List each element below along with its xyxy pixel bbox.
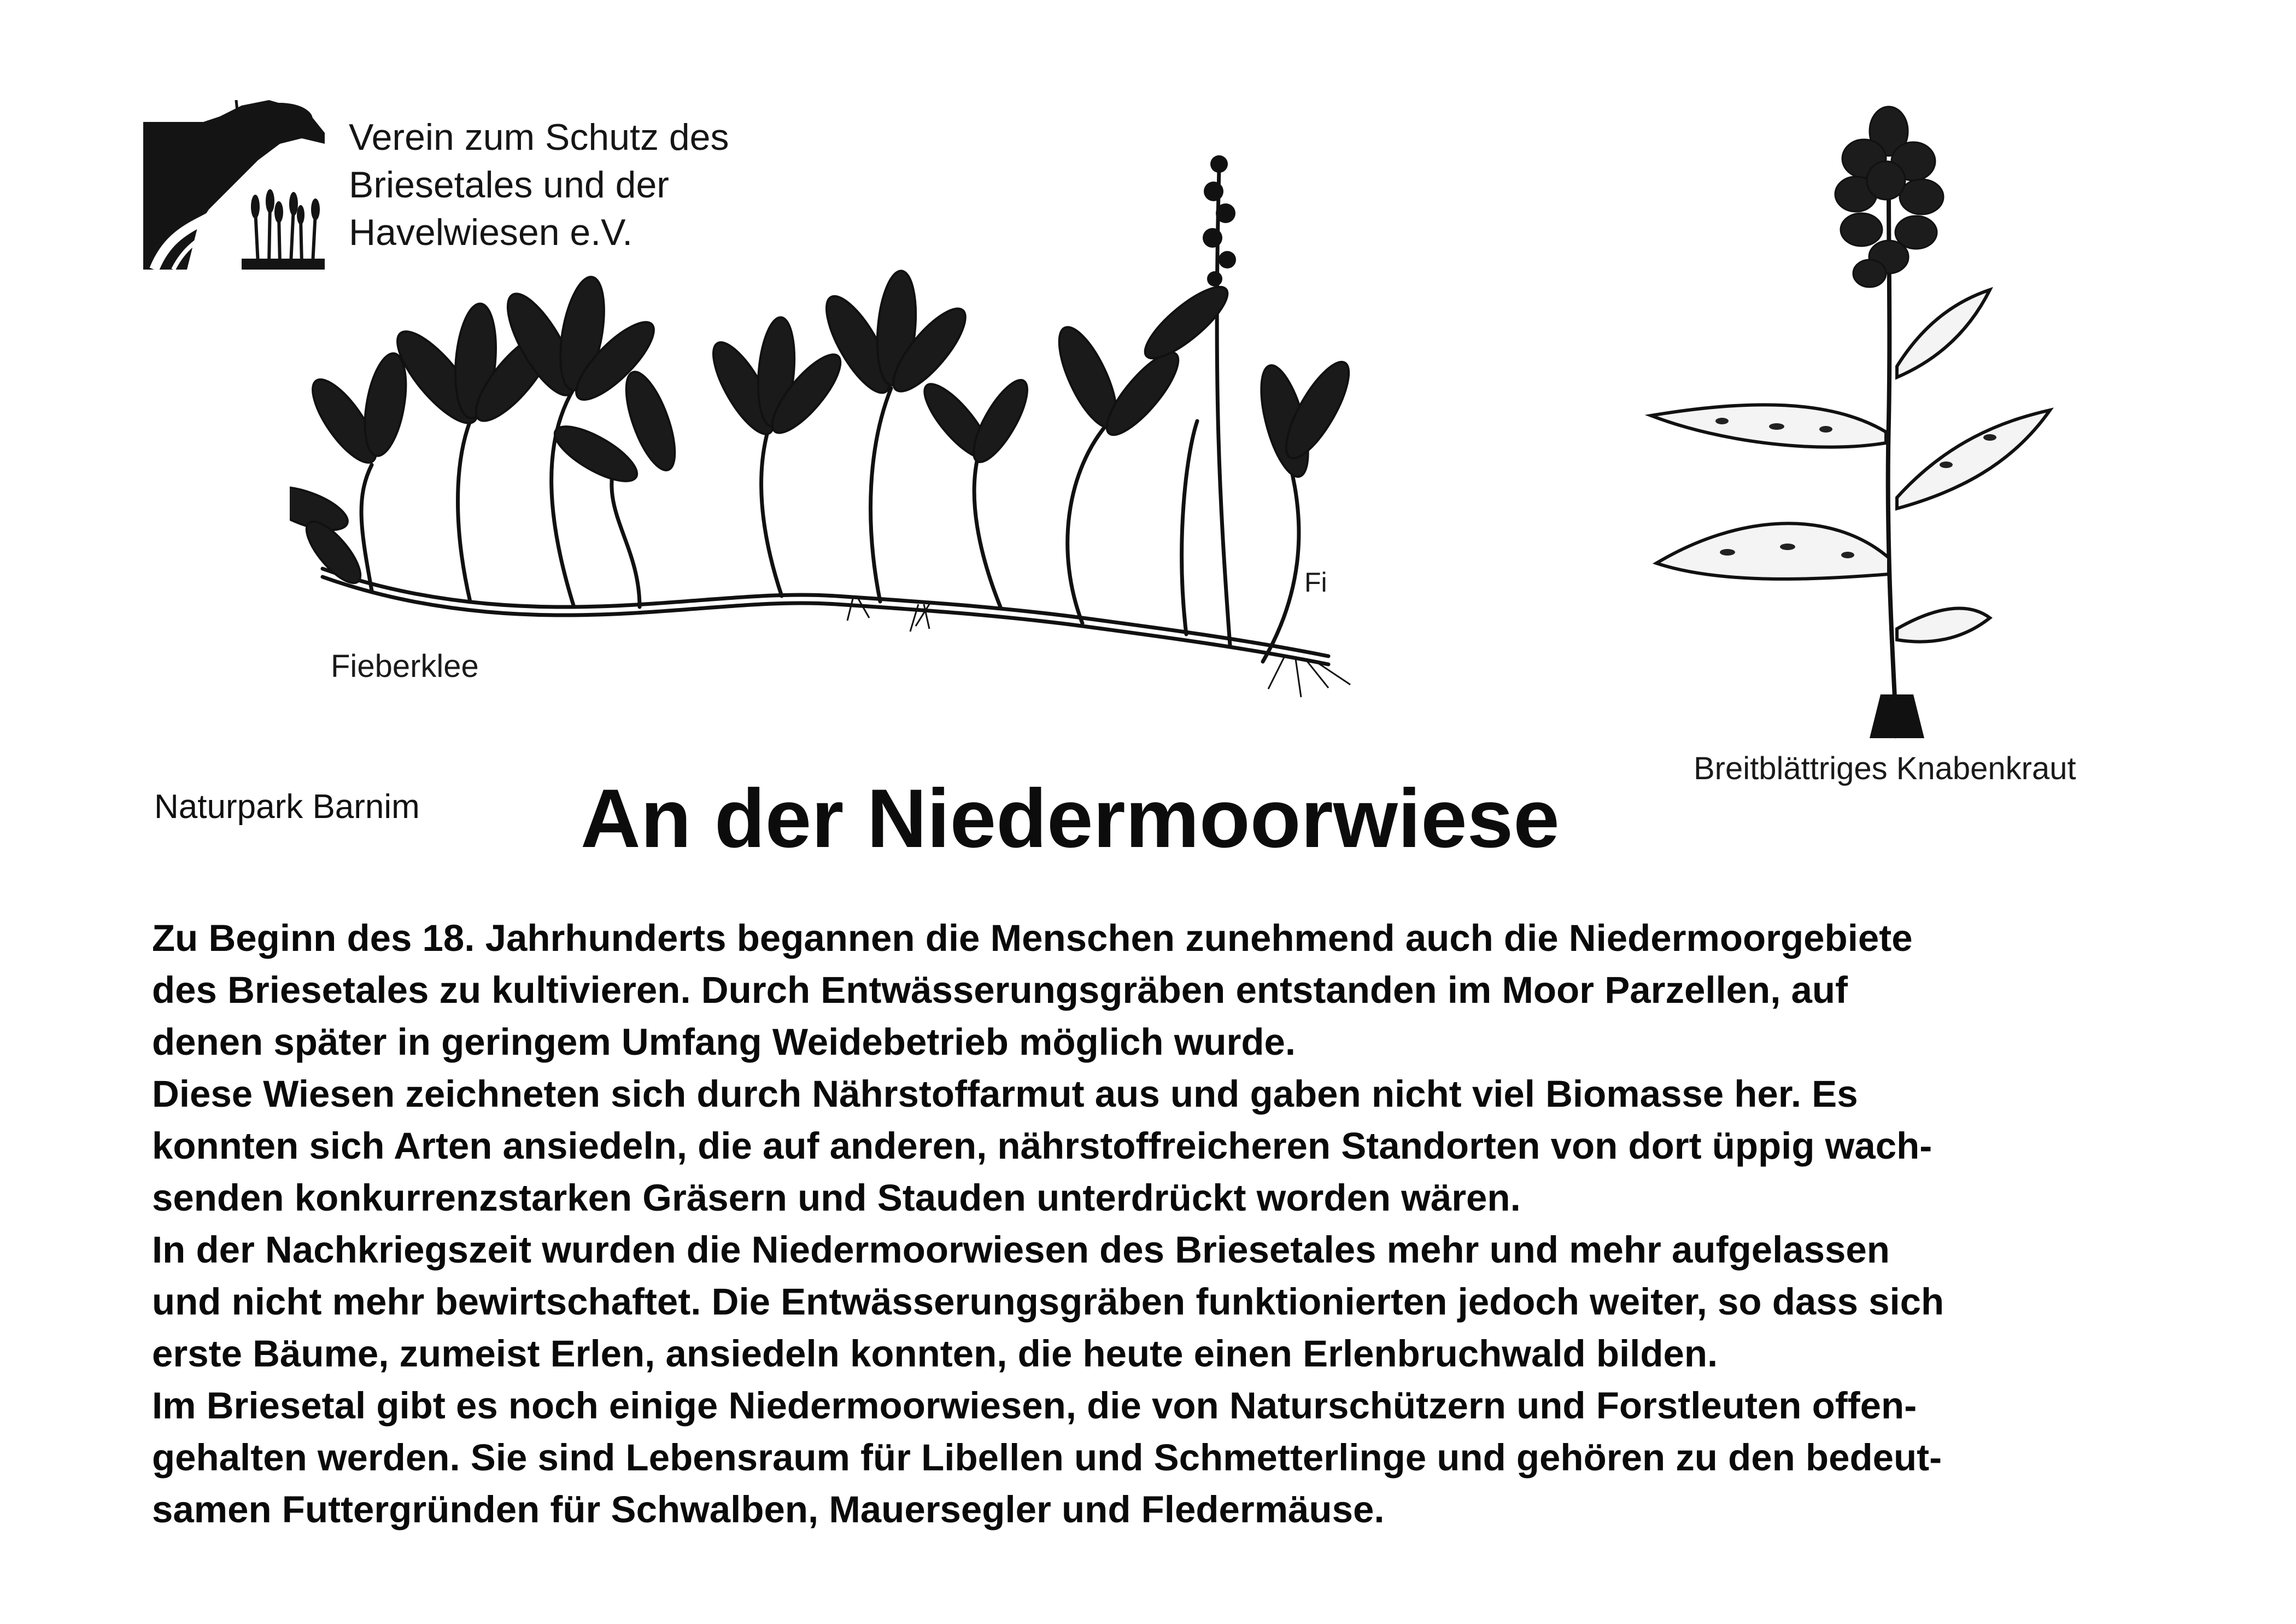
body-text <box>152 912 2175 1535</box>
body-line: gehalten werden. Sie sind Lebensraum für Libellen und Schmetterlinge und gehören zu den bedeut- <box>152 1436 1942 1479</box>
fieberklee-caption: Fieberklee <box>331 649 479 684</box>
association-name-line: Havelwiesen e.V. <box>349 212 633 253</box>
body-line: erste Bäume, zumeist Erlen, ansiedeln konnten, die heute einen Erlenbruchwald bilden. <box>152 1333 1718 1375</box>
body-line: senden konkurrenzstarken Gräsern und Stauden unterdrückt worden wären. <box>152 1177 1521 1219</box>
body-line: und nicht mehr bewirtschaftet. Die Entwässerungsgräben funktionierten jedoch weiter, so dass sich <box>152 1281 1944 1323</box>
fieberklee-illustration <box>290 115 1421 722</box>
body-line: Im Briesetal gibt es noch einige Niedermoorwiesen, die von Naturschützern und Forstleuten offen- <box>152 1385 1917 1427</box>
body-line: denen später in geringem Umfang Weidebetrieb möglich wurde. <box>152 1021 1296 1063</box>
association-name-line: Briesetales und der <box>349 164 669 206</box>
page-title: An der Niedermoorwiese <box>581 772 1560 865</box>
orchid-illustration <box>1640 93 2055 749</box>
body-line: Diese Wiesen zeichneten sich durch Nährstoffarmut aus und gaben nicht viel Biomasse her. Es <box>152 1073 1858 1115</box>
body-line: In der Nachkriegszeit wurden die Niedermoorwiesen des Briesetales mehr und mehr aufgelassen <box>152 1229 1890 1271</box>
association-name-line: Verein zum Schutz des <box>349 116 729 158</box>
fieberklee-partial-caption: Fi <box>1304 567 1327 598</box>
orchid-caption: Breitblättriges Knabenkraut <box>1694 751 2076 786</box>
body-line: konnten sich Arten ansiedeln, die auf anderen, nährstoffreicheren Standorten von dort üppig wach- <box>152 1125 1932 1167</box>
body-line: Zu Beginn des 18. Jahrhunderts begannen die Menschen zunehmend auch die Niedermoorgebiete <box>152 917 1913 959</box>
park-name: Naturpark Barnim <box>154 788 420 826</box>
body-line: samen Futtergründen für Schwalben, Mauersegler und Fledermäuse. <box>152 1488 1385 1530</box>
body-line: des Briesetales zu kultivieren. Durch Entwässerungsgräben entstanden im Moor Parzellen, auf <box>152 969 1848 1011</box>
